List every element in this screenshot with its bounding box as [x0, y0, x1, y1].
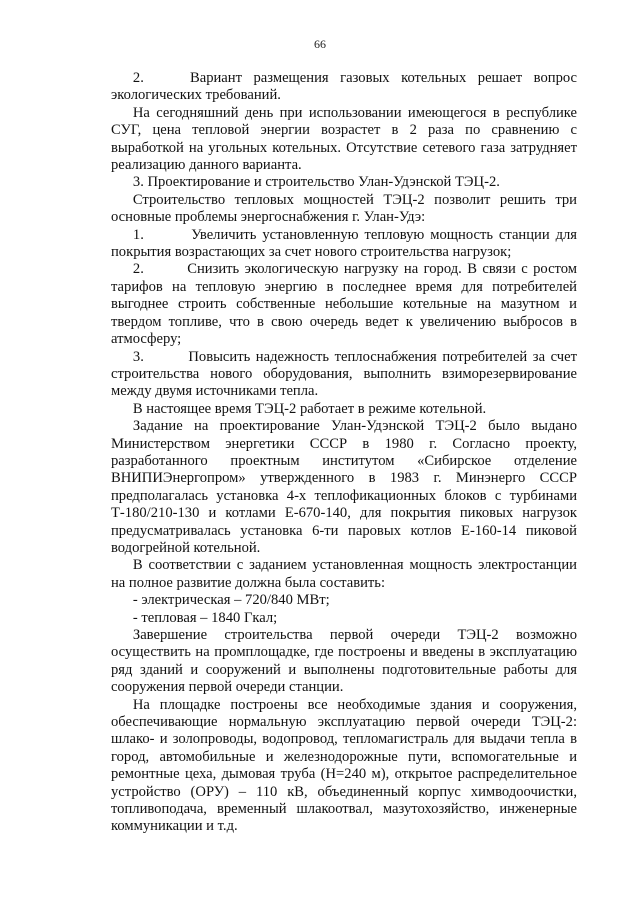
paragraph-tec2-intro: Строительство тепловых мощностей ТЭЦ-2 позволит решить три основные проблемы энергоснабжения г. Улан-Удэ:	[111, 191, 577, 226]
list-item-2-number: 2.	[132, 261, 144, 278]
paragraph-boiler-mode: В настоящее время ТЭЦ-2 работает в режиме котельной.	[132, 400, 487, 417]
paragraph-first-stage-completion: Завершение строительства первой очереди ТЭЦ-2 возможно осуществить на промплощадке, где построены и введены в эксплуатацию ряд зданий и сооружений и выполнены подготовительные работы для сооружения первой очереди станции.	[111, 627, 577, 696]
list-item-3	[111, 349, 577, 401]
list-item-3-number: 3.	[132, 348, 144, 365]
paragraph-gas-boilers-option: 2. Вариант размещения газовых котельных решает вопрос экологических требований.	[111, 70, 577, 104]
page-number: 66	[314, 37, 326, 51]
paragraph-installed-capacity: В соответствии с заданием установленная мощность электростанции на полное развитие должна была составить:	[111, 557, 577, 591]
paragraph-lpg-cost: На сегодняшний день при использовании имеющегося в республике СУГ, цена тепловой энергии возрастет в 2 раза по сравнению с выработкой на угольных котельных. Отсутствие сетевого газа затрудняет реализацию данного варианта.	[111, 104, 577, 174]
section-heading-tec2: 3. Проектирование и строительство Улан-Удэнской ТЭЦ-2.	[132, 174, 500, 191]
list-item-2-text: Снизить экологическую нагрузку на город. В связи с ростом тарифов на тепловую энергию в последнее время для потребителей выгоднее строить собственные небольшие котельные на мазутном и твердом топливе, что в свою очередь ведет к увеличению выбросов в атмосферу;	[111, 261, 578, 348]
list-item-3-text: Повысить надежность теплоснабжения потребителей за счет строительства нового оборудования, выполнить взиморезервирование между двумя источниками тепла.	[111, 348, 577, 400]
document-body	[111, 70, 577, 836]
list-item-1	[111, 227, 577, 262]
list-item-2	[111, 261, 577, 348]
list-item-1-number: 1.	[132, 226, 144, 243]
capacity-thermal: - тепловая – 1840 Гкал;	[132, 609, 278, 626]
paragraph-site-facilities: На площадке построены все необходимые здания и сооружения, обеспечивающие нормальную эксплуатацию первой очереди ТЭЦ-2: шлако- и золопроводы, водопровод, тепломагистраль для выдачи тепла в город, автомобильные и железнодорожные пути, вспомогательные и ремонтные цеха, дымовая труба (Н=240 м), открытое распределительное устройство (ОРУ) – 110 кВ, объединенный корпус химводоочистки, топливоподача, временный шлакоотвал, мазутохозяйство, инженерные коммуникации и т.д.	[111, 696, 577, 835]
paragraph-design-assignment: Задание на проектирование Улан-Удэнской ТЭЦ-2 было выдано Министерством энергетики СССР в 1980 г. Согласно проекту, разработанного проектным институтом «Сибирское отделение ВНИПИЭнергопром» утвержденного в 1983 г. Минэнерго СССР предполагалась установка 4-х теплофикационных блоков с турбинами Т-180/210-130 и котлами Е-670-140, для покрытия пиковых нагрузок предусматривалась установка 6-ти паровых котлов Е-160-14 пиковой водогрейной котельной.	[111, 418, 577, 556]
capacity-electric: - электрическая – 720/840 МВт;	[132, 592, 330, 609]
list-item-1-text: Увеличить установленную тепловую мощность станции для покрытия возрастающих за счет нового строительства нагрузок;	[111, 226, 578, 261]
